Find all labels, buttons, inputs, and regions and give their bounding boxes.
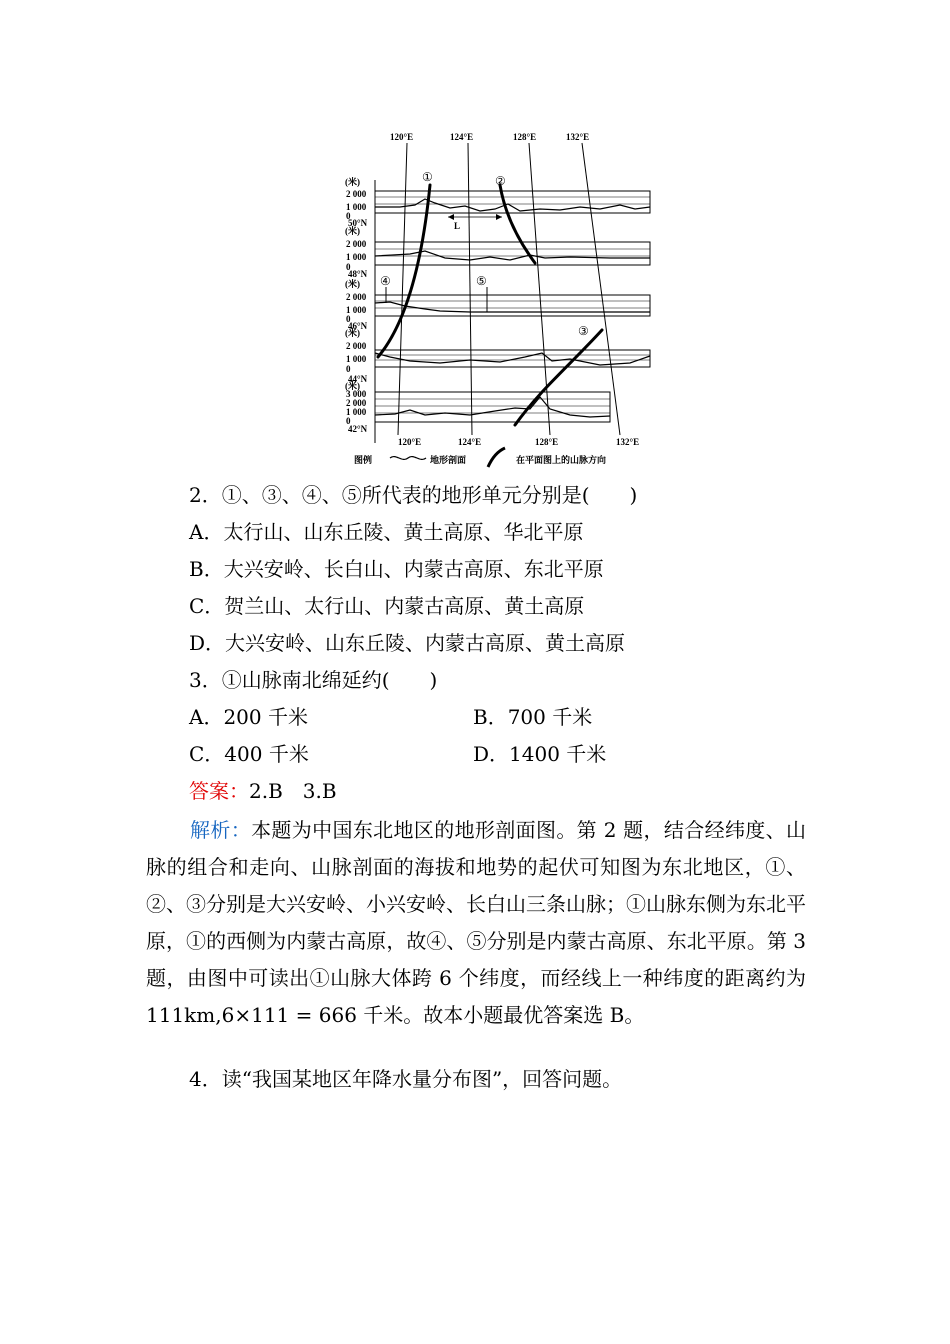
answer-label: 答案： <box>189 779 249 803</box>
meridian-124 <box>468 143 472 435</box>
lat-42n: 42°N <box>348 424 368 434</box>
terrain-profile-figure <box>330 125 660 470</box>
q2-option-d: D．大兴安岭、山东丘陵、内蒙古高原、黄土高原 <box>189 631 626 655</box>
legend-title: 图例 <box>354 455 373 465</box>
meridian-132 <box>582 143 620 435</box>
profile-48n <box>345 225 650 279</box>
q3-stem: 3．①山脉南北绵延约( ) <box>189 668 438 692</box>
svg-text:2 000: 2 000 <box>346 292 367 302</box>
svg-text:(米): (米) <box>345 177 360 187</box>
svg-text:(米): (米) <box>345 381 360 391</box>
lat-50n: 50°N <box>348 218 368 228</box>
lat-44n: 44°N <box>348 374 368 384</box>
svg-text:1 000: 1 000 <box>346 354 367 364</box>
q3-option-d: D．1400 千米 <box>473 742 607 766</box>
lon-bottom-120: 120°E <box>398 437 422 447</box>
analysis-label: 解析： <box>190 818 252 842</box>
marker-2: ② <box>495 174 506 188</box>
legend <box>354 448 606 467</box>
analysis <box>146 812 806 1034</box>
mountain-1-line <box>378 185 430 357</box>
svg-text:0: 0 <box>346 262 351 272</box>
svg-text:2 000: 2 000 <box>346 341 367 351</box>
marker-3: ③ <box>578 324 589 338</box>
marker-1: ① <box>422 170 433 184</box>
lat-48n: 48°N <box>348 269 368 279</box>
q2-option-b: B．大兴安岭、长白山、内蒙古高原、东北平原 <box>189 557 604 581</box>
svg-text:(米): (米) <box>345 279 360 289</box>
q3-option-b: B．700 千米 <box>473 705 593 729</box>
answer <box>189 777 337 805</box>
lon-top-120: 120°E <box>390 132 414 142</box>
svg-text:2 000: 2 000 <box>346 189 367 199</box>
q2-option-a: A．太行山、山东丘陵、黄土高原、华北平原 <box>189 520 584 544</box>
q4-stem: 4．读“我国某地区年降水量分布图”，回答问题。 <box>189 1067 623 1091</box>
svg-text:0: 0 <box>346 416 351 426</box>
profile-42n <box>345 380 610 434</box>
q3-option-c: C．400 千米 <box>189 742 309 766</box>
svg-text:1 000: 1 000 <box>346 252 367 262</box>
lon-top-132: 132°E <box>566 132 590 142</box>
q3-option-a: A．200 千米 <box>189 705 308 729</box>
svg-text:(米): (米) <box>345 328 360 338</box>
legend-profile: 地形剖面 <box>430 455 467 465</box>
lon-bottom-132: 132°E <box>616 437 640 447</box>
answer-text: 2.B 3.B <box>249 779 337 803</box>
svg-text:2 000: 2 000 <box>346 398 367 408</box>
svg-text:3 000: 3 000 <box>346 389 367 399</box>
lon-bottom-128: 128°E <box>535 437 559 447</box>
svg-text:0: 0 <box>346 314 351 324</box>
marker-4: ④ <box>380 274 391 288</box>
meridian-128 <box>529 143 550 435</box>
svg-text:0: 0 <box>346 364 351 374</box>
svg-text:1 000: 1 000 <box>346 305 367 315</box>
mountain-3-line <box>515 330 602 425</box>
lon-bottom-124: 124°E <box>458 437 482 447</box>
lon-top-124: 124°E <box>450 132 474 142</box>
q2-option-c: C．贺兰山、太行山、内蒙古高原、黄土高原 <box>189 594 585 618</box>
distance-label: L <box>454 221 461 231</box>
analysis-text: 本题为中国东北地区的地形剖面图。第 2 题，结合经纬度、山脉的组合和走向、山脉剖面的海拔和地势的起伏可知图为东北地区，①、②、③分别是大兴安岭、小兴安岭、长白山三条山脉；①山脉东侧为东北平原，①的西侧为内蒙古高原，故④、⑤分别是内蒙古高原、东北平原。第 3 题，由图中可读出①山脉大体跨 6 个纬度，而经线上一种纬度的距离约为 111km,6×111 = 666 千米。故本小题最优答案选 B。 <box>146 818 806 1027</box>
q2-stem: 2．①、③、④、⑤所代表的地形单元分别是( ) <box>189 483 638 507</box>
svg-text:(米): (米) <box>345 226 360 236</box>
svg-text:1 000: 1 000 <box>346 202 367 212</box>
profile-44n <box>345 327 650 384</box>
lat-46n: 46°N <box>348 321 368 331</box>
legend-mountain: 在平面图上的山脉方向 <box>516 455 607 465</box>
meridian-120 <box>398 143 407 435</box>
svg-text:1 000: 1 000 <box>346 407 367 417</box>
svg-text:2 000: 2 000 <box>346 239 367 249</box>
lon-top-128: 128°E <box>513 132 537 142</box>
marker-5: ⑤ <box>476 274 487 288</box>
svg-text:0: 0 <box>346 211 351 221</box>
